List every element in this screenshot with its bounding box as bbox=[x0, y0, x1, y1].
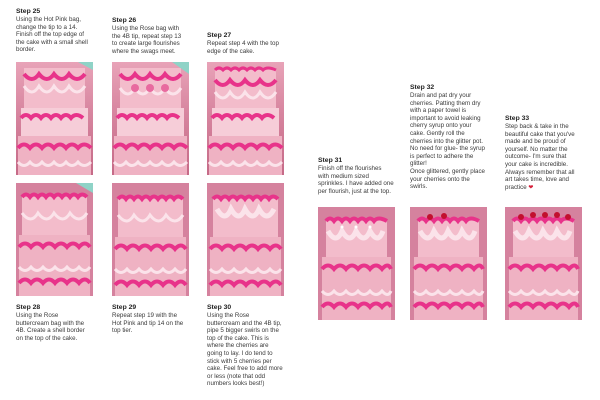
heart-icon: ❤ bbox=[528, 183, 534, 191]
cake-photo-step-31 bbox=[318, 207, 395, 320]
cake-illustration bbox=[16, 62, 93, 175]
cake-photo-step-27 bbox=[207, 62, 284, 175]
step-25 bbox=[16, 7, 111, 54]
step-29 bbox=[112, 303, 207, 335]
cake-photo-step-30 bbox=[207, 183, 284, 296]
step-text: Drain and pat dry your cherries. Patting them dry with a paper towel is important to avoid leaking cherry syrup onto your cake. Gently roll the cherries into the glitter pot. No need for glue- the syrup is perfect to adhere the glitter! Once glittered, gently place your cherries onto the swirls. bbox=[410, 92, 485, 191]
step-title: Step 28 bbox=[16, 304, 41, 311]
cake-illustration bbox=[410, 207, 487, 320]
step-text: Using the Rose buttercream and the 4B tip, pipe 5 bigger swirls on the top of the cake. This is where the cherries are going to lay. I do tend to stick with 5 cherries per cake. Feel free to add more or less (note that odd numbers looks best!) bbox=[207, 312, 283, 388]
step-title: Step 29 bbox=[112, 304, 137, 311]
step-32 bbox=[410, 83, 505, 191]
step-text: Repeat step 19 with the Hot Pink and tip 14 on the top tier. bbox=[112, 312, 184, 335]
step-text: Finish off the flourishes with medium sized sprinkles. I have added one per flourish, just at the top. bbox=[318, 165, 394, 195]
step-text: Using the Hot Pink bag, change the tip to a 14. Finish off the top edge of the cake with a small shell border. bbox=[16, 16, 88, 54]
cake-illustration bbox=[207, 183, 284, 296]
cake-photo-step-25 bbox=[16, 62, 93, 175]
cake-photo-step-29 bbox=[112, 183, 189, 296]
cake-illustration bbox=[207, 62, 284, 175]
cake-illustration bbox=[16, 183, 93, 296]
cake-photo-step-32 bbox=[410, 207, 487, 320]
cake-photo-step-33 bbox=[505, 207, 582, 320]
step-title: Step 25 bbox=[16, 8, 41, 15]
step-31 bbox=[318, 156, 413, 195]
cake-illustration bbox=[505, 207, 582, 320]
step-text: Repeat step 4 with the top edge of the cake. bbox=[207, 40, 279, 55]
step-text: Using the Rose buttercream bag with the 4B. Create a shell border on the top of the cake. bbox=[16, 312, 85, 342]
step-title: Step 30 bbox=[207, 304, 232, 311]
cake-illustration bbox=[112, 62, 189, 175]
step-26 bbox=[112, 16, 207, 55]
step-text bbox=[505, 123, 600, 191]
step-title: Step 27 bbox=[207, 32, 232, 39]
step-27 bbox=[207, 31, 302, 55]
step-33 bbox=[505, 114, 600, 191]
step-title: Step 32 bbox=[410, 84, 435, 91]
step-28 bbox=[16, 303, 111, 342]
cake-illustration bbox=[112, 183, 189, 296]
step-33-body: Step back & take in the beautiful cake that you've made and be proud of yourself. No matter the outcome- I'm sure that your cake is incredible. Always remember that all art takes time, love and practice bbox=[505, 123, 575, 191]
step-text: Using the Rose bag with the 4B tip, repeat step 13 to create large flourishes where the swags meet. bbox=[112, 25, 182, 55]
step-title: Step 26 bbox=[112, 17, 137, 24]
cake-photo-step-28 bbox=[16, 183, 93, 296]
step-30 bbox=[207, 303, 302, 388]
cake-photo-step-26 bbox=[112, 62, 189, 175]
step-title: Step 33 bbox=[505, 115, 530, 122]
cake-illustration bbox=[318, 207, 395, 320]
step-title: Step 31 bbox=[318, 157, 343, 164]
